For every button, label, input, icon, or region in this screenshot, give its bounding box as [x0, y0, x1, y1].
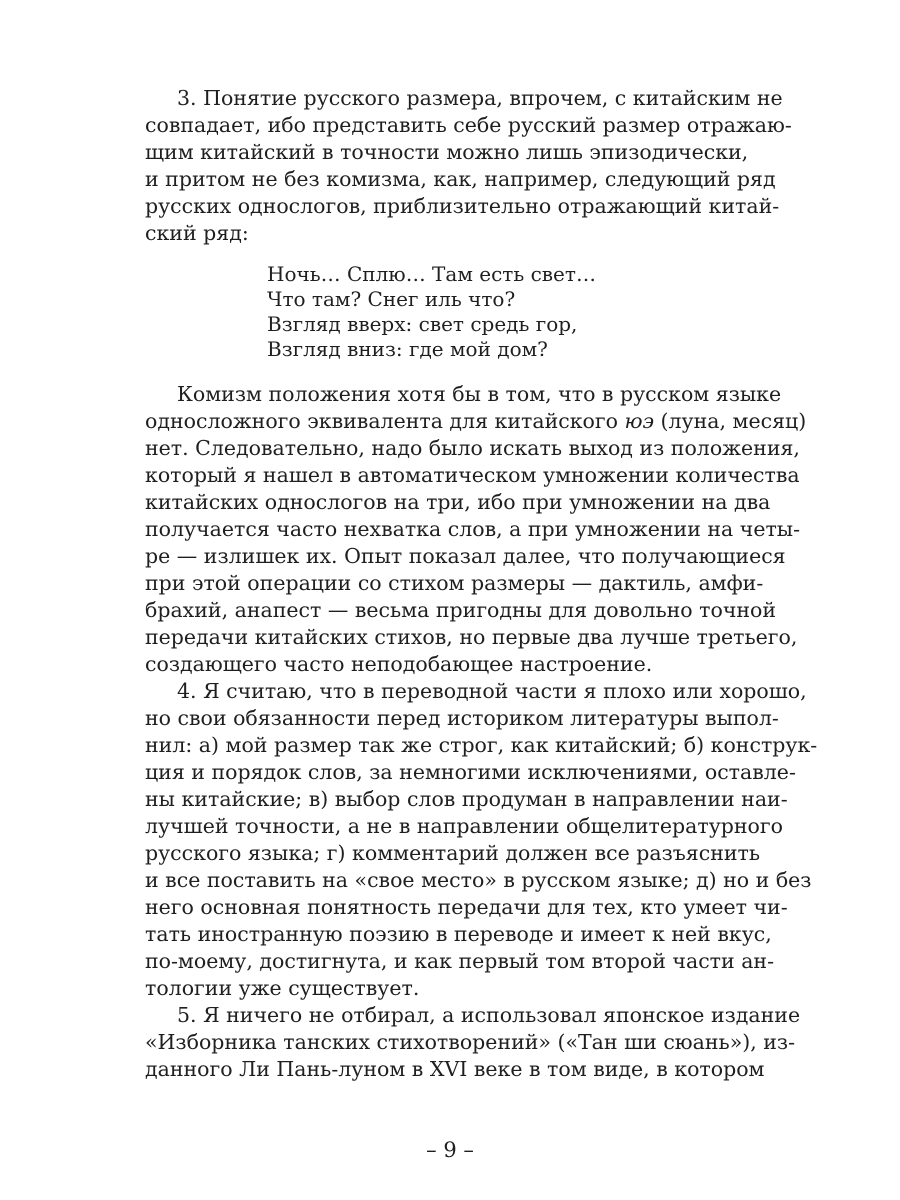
- text-line: тологии уже существует.: [145, 976, 420, 1000]
- text-line: ция и порядок слов, за немногими исключениями, оставле-: [145, 760, 796, 784]
- text-line: китайских однослогов на три, ибо при умножении на два: [145, 490, 771, 514]
- verse-line: Что там? Снег иль что?: [267, 287, 516, 311]
- text-line: Комизм положения хотя бы в том, что в русском языке: [177, 382, 782, 406]
- text-line: нет. Следовательно, надо было искать выход из положения,: [145, 436, 800, 460]
- text-line: русских однослогов, приблизительно отражающий китай-: [145, 194, 780, 218]
- text-line: по-моему, достигнута, и как первый том второй части ан-: [145, 949, 775, 973]
- text-line: лучшей точности, а не в направлении общелитературного: [145, 814, 783, 838]
- page-number: – 9 –: [426, 1138, 474, 1162]
- text-line: создающего часто неподобающее настроение.: [145, 652, 653, 676]
- text-line: совпадает, ибо представить себе русский размер отражаю-: [145, 113, 792, 137]
- text-line: брахий, анапест — весьма пригодны для довольно точной: [145, 598, 777, 622]
- text-line: щим китайский в точности можно лишь эпизодически,: [145, 140, 749, 164]
- text-line: «Изборника танских стихотворений» («Тан ши сюань»), из-: [145, 1030, 796, 1054]
- verse-quote: [267, 262, 596, 362]
- text-line: и все поставить на «свое место» в русском языке; д) но и без: [145, 868, 812, 892]
- text-line: но свои обязанности перед историком литературы выпол-: [145, 706, 779, 730]
- text-segment: односложного эквивалента для китайского: [145, 409, 625, 433]
- text-line: 5. Я ничего не отбирал, а использовал японское издание: [177, 1003, 801, 1027]
- paragraph-comism: [145, 381, 807, 678]
- text-line: русского языка; г) комментарий должен все разъяснить: [145, 841, 761, 865]
- italic-term: юэ: [624, 409, 654, 433]
- text-line: данного Ли Пань-луном в XVI веке в том виде, в котором: [145, 1057, 765, 1081]
- verse-line: Ночь… Сплю… Там есть свет…: [267, 262, 596, 286]
- text-line: 4. Я считаю, что в переводной части я плохо или хорошо,: [177, 679, 807, 703]
- text-line: при этой операции со стихом размеры — дактиль, амфи-: [145, 571, 764, 595]
- text-line-with-italic: [145, 408, 807, 435]
- verse-line: Взгляд вниз: где мой дом?: [267, 337, 548, 361]
- main-text: [145, 85, 818, 1083]
- text-line: ре — излишек их. Опыт показал далее, что получающиеся: [145, 544, 786, 568]
- text-line: него основная понятность передачи для тех, кто умеет чи-: [145, 895, 788, 919]
- text-line: получается часто нехватка слов, а при умножении на четы-: [145, 517, 801, 541]
- text-line: ский ряд:: [145, 221, 249, 245]
- verse-line: Взгляд вверх: свет средь гор,: [267, 312, 578, 336]
- text-segment: (луна, месяц): [654, 409, 807, 433]
- text-line: передачи китайских стихов, но первые два лучше третьего,: [145, 625, 798, 649]
- text-line: тать иностранную поэзию в переводе и имеет к ней вкус,: [145, 922, 772, 946]
- paragraph-3: [145, 85, 792, 247]
- text-line: ны китайские; в) выбор слов продуман в направлении наи-: [145, 787, 788, 811]
- paragraph-5: [145, 1002, 801, 1083]
- text-line: 3. Понятие русского размера, впрочем, с китайским не: [177, 86, 783, 110]
- text-line: нил: а) мой размер так же строг, как китайский; б) конструк-: [145, 733, 818, 757]
- text-line: и притом не без комизма, как, например, следующий ряд: [145, 167, 776, 191]
- paragraph-4: [145, 678, 818, 1002]
- text-line: который я нашел в автоматическом умножении количества: [145, 463, 800, 487]
